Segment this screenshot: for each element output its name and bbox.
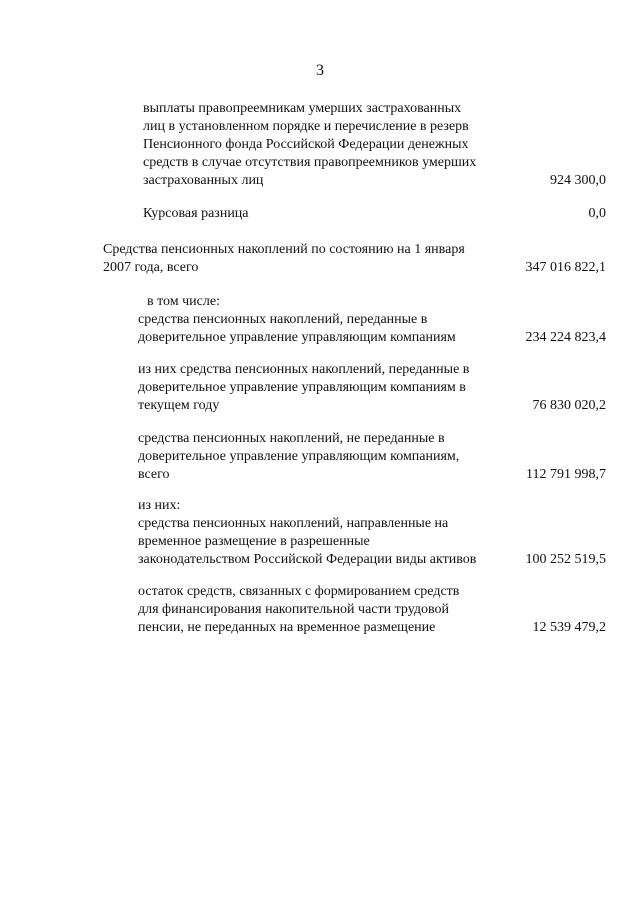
- text-line: средства пенсионных накоплений, не переданные в: [138, 431, 445, 446]
- text-line: текущем году: [138, 398, 220, 413]
- text-line: всего: [138, 467, 170, 482]
- text-line: средства пенсионных накоплений, направленные на: [138, 516, 449, 531]
- line-item-amount: 100 252 519,5: [525, 552, 606, 567]
- text-line: доверительное управление управляющим компаниям в: [138, 380, 466, 395]
- text-line: застрахованных лиц: [143, 173, 264, 188]
- line-item-amount: 12 539 479,2: [532, 620, 606, 635]
- line-item-amount: 0,0: [588, 206, 606, 221]
- text-line: законодательством Российской Федерации виды активов: [138, 552, 477, 567]
- line-item-amount: 234 224 823,4: [525, 330, 606, 345]
- text-line: Средства пенсионных накоплений по состоянию на 1 января: [103, 242, 465, 257]
- text-line: в том числе:: [147, 294, 220, 309]
- line-item-text: [143, 100, 503, 190]
- text-line: доверительное управление управляющим компаниям: [138, 330, 456, 345]
- text-line: Курсовая разница: [143, 206, 249, 221]
- line-item-amount: 924 300,0: [550, 173, 606, 188]
- text-line: выплаты правопреемникам умерших застрахованных: [143, 101, 462, 116]
- text-line: для финансирования накопительной части трудовой: [138, 602, 449, 617]
- text-line: из них средства пенсионных накоплений, переданные в: [138, 362, 470, 377]
- line-item-amount: 112 791 998,7: [526, 467, 606, 482]
- line-item-text: [138, 497, 513, 569]
- line-item-amount: 347 016 822,1: [525, 260, 606, 275]
- text-line: пенсии, не переданных на временное размещение: [138, 620, 436, 635]
- text-line: остаток средств, связанных с формированием средств: [138, 584, 460, 599]
- text-line: лиц в установленном порядке и перечисление в резерв: [143, 119, 469, 134]
- line-item-amount: 76 830 020,2: [532, 398, 606, 413]
- page-number: 3: [316, 62, 324, 79]
- text-line: из них:: [138, 498, 181, 513]
- line-item-text: [138, 430, 508, 484]
- line-item-text: [143, 205, 503, 223]
- line-item-text: [138, 361, 508, 415]
- text-line: временное размещение в разрешенные: [138, 534, 370, 549]
- text-line: Пенсионного фонда Российской Федерации денежных: [143, 137, 469, 152]
- line-item-text: [103, 241, 503, 277]
- line-item-text: [138, 583, 513, 637]
- text-line: 2007 года, всего: [103, 260, 199, 275]
- text-line: средств в случае отсутствия правопреемников умерших: [143, 155, 477, 170]
- line-item-text: [138, 293, 508, 347]
- text-line: средства пенсионных накоплений, переданные в: [138, 312, 428, 327]
- text-line: доверительное управление управляющим компаниям,: [138, 449, 460, 464]
